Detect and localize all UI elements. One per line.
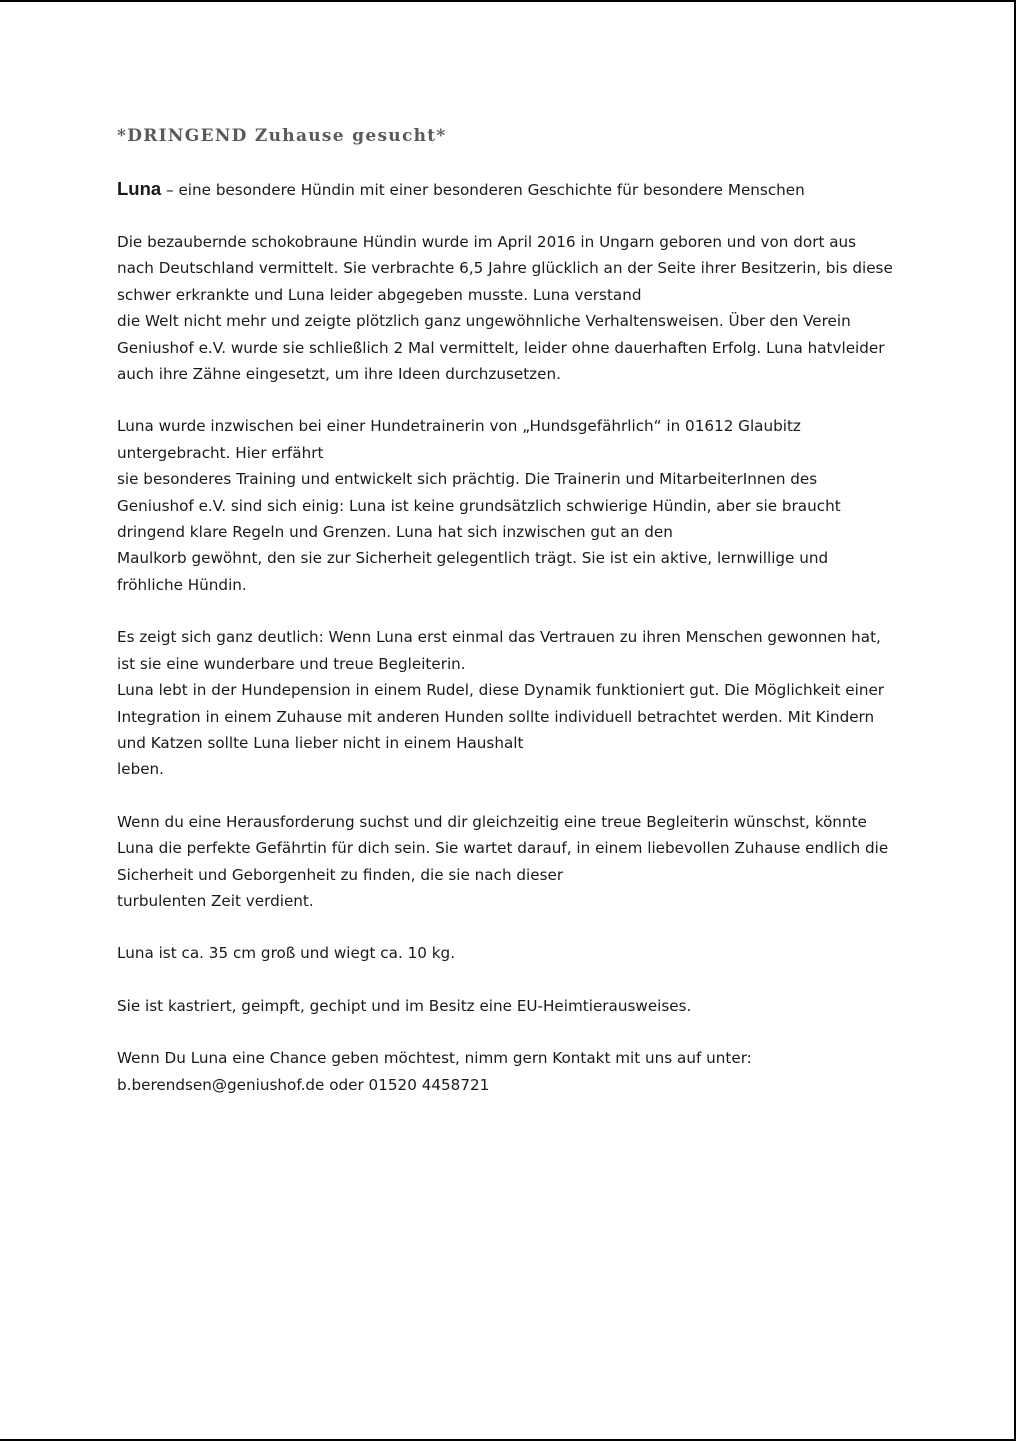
text-line: Maulkorb gewöhnt, den sie zur Sicherheit gelegentlich trägt. Sie ist ein aktive, lernwillige und bbox=[117, 549, 829, 568]
subtitle bbox=[117, 176, 907, 203]
text-line: dringend klare Regeln und Grenzen. Luna hat sich inzwischen gut an den bbox=[117, 523, 673, 542]
document-body bbox=[117, 123, 907, 1098]
text-line: untergebracht. Hier erfährt bbox=[117, 443, 324, 462]
paragraph-training bbox=[117, 413, 907, 598]
text-line: und Katzen sollte Luna lieber nicht in einem Haushalt bbox=[117, 733, 524, 752]
paragraph-health bbox=[117, 993, 907, 1019]
text-line: Es zeigt sich ganz deutlich: Wenn Luna erst einmal das Vertrauen zu ihren Menschen gewonnen hat, bbox=[117, 628, 881, 647]
text-line: die Welt nicht mehr und zeigte plötzlich ganz ungewöhnliche Verhaltensweisen. Über den Verein bbox=[117, 312, 851, 331]
text-line: fröhliche Hündin. bbox=[117, 575, 247, 594]
text-line: leben. bbox=[117, 760, 165, 779]
text-line: Luna ist ca. 35 cm groß und wiegt ca. 10 kg. bbox=[117, 944, 456, 963]
contact-line: b.berendsen@geniushof.de oder 01520 4458721 bbox=[117, 1075, 490, 1094]
text-line: Sie ist kastriert, geimpft, gechipt und im Besitz eine EU-Heimtierausweises. bbox=[117, 996, 692, 1015]
paragraph-appeal bbox=[117, 809, 907, 915]
text-line: Geniushof e.V. wurde sie schließlich 2 Mal vermittelt, leider ohne dauerhaften Erfolg. Luna hatvleider bbox=[117, 338, 885, 357]
text-line: Luna lebt in der Hundepension in einem Rudel, diese Dynamik funktioniert gut. Die Möglichkeit einer bbox=[117, 681, 885, 700]
text-line: Integration in einem Zuhause mit anderen Hunden sollte individuell betrachtet werden. Mit Kindern bbox=[117, 707, 875, 726]
subtitle-text: – eine besondere Hündin mit einer besonderen Geschichte für besondere Menschen bbox=[161, 181, 805, 199]
page-title: *DRINGEND Zuhause gesucht* bbox=[117, 126, 447, 146]
text-line: Luna wurde inzwischen bei einer Hundetrainerin von „Hundsgefährlich“ in 01612 Glaubitz bbox=[117, 417, 801, 436]
text-line: ist sie eine wunderbare und treue Begleiterin. bbox=[117, 654, 466, 673]
text-line: sie besonderes Training und entwickelt sich prächtig. Die Trainerin und MitarbeiterInnen des bbox=[117, 470, 818, 489]
paragraph-size bbox=[117, 940, 907, 966]
text-line: Wenn Du Luna eine Chance geben möchtest, nimm gern Kontakt mit uns auf unter: bbox=[117, 1049, 752, 1068]
text-line: schwer erkrankte und Luna leider abgegeben musste. Luna verstand bbox=[117, 285, 642, 304]
text-line: Luna die perfekte Gefährtin für dich sein. Sie wartet darauf, in einem liebevollen Zuhause endlich die bbox=[117, 839, 889, 858]
text-line: auch ihre Zähne eingesetzt, um ihre Ideen durchzusetzen. bbox=[117, 365, 561, 384]
text-line: Sicherheit und Geborgenheit zu finden, die sie nach dieser bbox=[117, 865, 564, 884]
text-line: Die bezaubernde schokobraune Hündin wurde im April 2016 in Ungarn geboren und von dort aus bbox=[117, 233, 857, 251]
dog-name: Luna bbox=[117, 178, 162, 199]
text-line: Geniushof e.V. sind sich einig: Luna ist keine grundsätzlich schwierige Hündin, aber sie braucht bbox=[117, 496, 841, 515]
paragraph-contact bbox=[117, 1045, 907, 1098]
paragraph-behaviour bbox=[117, 624, 907, 782]
paragraph-history bbox=[117, 229, 907, 387]
text-line: turbulenten Zeit verdient. bbox=[117, 891, 314, 910]
text-line: Wenn du eine Herausforderung suchst und dir gleichzeitig eine treue Begleiterin wünschst, könnte bbox=[117, 812, 867, 831]
text-line: nach Deutschland vermittelt. Sie verbrachte 6,5 Jahre glücklich an der Seite ihrer Besitzerin, bis diese bbox=[117, 259, 893, 278]
